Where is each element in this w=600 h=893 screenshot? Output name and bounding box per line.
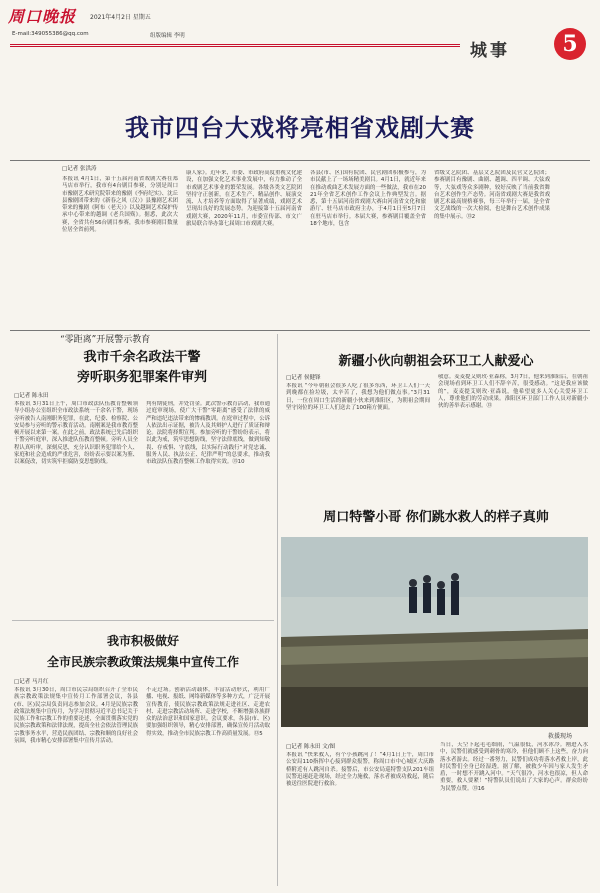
editor-credit: 组版编辑 李明	[150, 33, 185, 39]
lead-col-1: 本报讯 4月1日，第十五届河南省戏剧大赛在郑马店市举行，我市有4台剧目参赛，分别是周口市豫剧艺术研究院带来的豫剧《李府纪实》、沈丘县豫剧团带来的《新春之风（汉）》县豫剧艺术团带来的豫剧《阿布（老天）》以及越调艺术保护传承中心带来的越调《老兵国殇》。据悉，此次大赛，全省共有56台剧目参赛，我市参赛剧目数量位居全省前列。	[62, 176, 178, 234]
article3-col-2: 不走过场。创新活动载体，丰富活动形式，利用广播、电视、报纸、网络新媒体等多种方式，广泛开展宣传教育，使民族宗教政策法规走进社区、走进农村、走进宗教活动场所、走进学校，不断增强各族群众的法治意识和国家意识。会议要求，各县(市、区)要加强组织领导，精心安排部署，确保宣传月活动取得实效，推动全市民族宗教工作高质量发展。⑬5	[146, 687, 270, 737]
article2-col-1: 本报讯 3月31日上午，周口市政法队伍教育整顿领导小组办公室组织全市政法系统一千余名干警，现场旁听被告人南刚职务犯罪，在此，纪委、检察院、公安局参与旁听的警示教育活动。南刚案是我市教育整顿开展以来第一案。在此之前，政法系统已先后组织干警旁听庭审，深入推进队伍教育整顿。旁听人员全程认真听审，深刻反思，充分认识职务犯罪给个人、家庭和社会造成的严重危害，纷纷表示要以案为鉴、以案促改，切实筑牢拒腐防变思想防线。	[14, 401, 138, 466]
lead-col-3: 各县(市、区)国有院团、民营剧团积极参与，为市民献上了一场场精美剧目。4月1日，就近年来在推动戏曲艺术发展方面的一些做法，我市在2021年全省艺术创作工作会议上作典型发言。据悉，第十五届河南省戏剧大赛由河南省文化和旅游厅、驻马店市政府主办，于4月1日至5月7日在驻马店市举行。本届大赛，参赛剧目覆盖全省18个地市，包含	[310, 170, 426, 228]
article5-byline: □记者 陈永田 文/图	[286, 744, 336, 750]
masthead-rule	[10, 44, 460, 45]
article5-col-1: 本报讯 “快来救人，有个小孩跳河了！”4月1日上午，周口市公安局110指挥中心接到群众报警，称周口市中心城区大庆路桥附近有人跳河自杀。接警后，市公安局巡特警支队201车组民警迅速赶赴现场，经过全力施救，落水者被成功救起，随后被送往医院进行救治。	[286, 752, 434, 788]
article2-kicker: “零距离”开展警示教育	[60, 335, 151, 345]
article2-headline-1: 我市千余名政法干警	[83, 350, 201, 365]
article5-headline: 周口特警小哥 你们跳水救人的样子真帅	[323, 510, 549, 525]
article2-col-2: 判有期徒刑，并处罚金。此次警示教育活动，我市通过庭审现场，使广大干警“零距离”感受了法律的威严和违纪违法带来的惨痛教训。在庭审过程中，公诉人依法出示证据，被告人及其辩护人进行了质证和辩论。法院将择期宣判。参加旁听的干警纷纷表示，将以此为戒，筑牢思想防线，坚守法律底线，做到知敬畏、存戒惧、守底线，以实际行动践行“对党忠诚、服务人民、执法公正、纪律严明”的总要求，推动我市政法队伍教育整顿工作取得实效。⑬10	[146, 401, 270, 466]
article4-col-1: 本报讯 “今年朝祖会很多人吃了很多东西，环卫工人们一天到晚都在捡垃圾，太辛苦了，我想为他们做点事。”3月31日，一位在周口生活的新疆小伙来到淮阳区，为朝祖会期间坚守岗位的环卫工人们送去了100箱方便面。	[286, 383, 430, 411]
article3-headline-1: 我市积极做好	[106, 634, 179, 648]
article4-headline: 新疆小伙向朝祖会环卫工人献爱心	[338, 354, 534, 369]
contact-email: E-mail:349055386@qq.com	[12, 31, 89, 37]
article2-byline: □记者 陈永田	[14, 393, 49, 399]
lead-headline: 我市四台大戏将亮相省戏剧大赛	[125, 113, 475, 142]
article4-byline: □记者 侯健锋	[286, 375, 321, 381]
page-number-badge: 5	[554, 28, 586, 60]
article3-col-1: 本报讯 3月30日，周口市民宗局组织召开了全市民族宗教政策法规集中宣传月工作部署会议，各县(市、区)民宗局负责同志参加会议。4月是民族宗教政策法规集中宣传月，为学习贯彻习近平总书记关于民族工作和宗教工作的重要论述，全面贯彻落实党的民族宗教政策和法律法规，提高全社会依法管理民族宗教事务水平，营造民族团结、宗教和顺的良好社会氛围，我市精心安排部署集中宣传月活动。	[14, 687, 138, 745]
lead-col-2: 康人家》。近年来，市委、市政府高度重视文化建设，在加强文化艺术事业发展中，有力推动了全市戏剧艺术事业的繁荣发展。各级各类文艺院团坚持守正创新，在艺术生产、精品创作、展演交流、人才培养等方面取得了显著成绩，戏剧艺术呈现出良好的发展态势。为迎接第十五届河南省戏剧大赛，2020年11月，市委宣传部、市文广旅局联合举办第七届周口市戏剧大赛。	[186, 170, 302, 228]
issue-date: 2021年4月2日 星期五	[90, 14, 151, 21]
section-divider	[10, 330, 590, 331]
article3-headline-2: 全市民族宗教政策法规集中宣传工作	[46, 655, 239, 669]
lead-col-4: 省级文艺院团、基层文艺院团及民营文艺院团；参赛剧目有豫剧、曲剧、越调、四平调、大弦戏等，大弦戏等众多剧种，较好反映了当前我省舞台艺术创作生产态势。河南省戏剧大赛是我省戏剧艺术最高规格赛事，每三年举行一届，是全省文艺战线的一次大检阅，也是舞台艺术创作成果的集中展示。⑬2	[434, 170, 550, 220]
rescue-scene-illustration	[281, 537, 588, 727]
section-title: 城事	[470, 41, 510, 61]
masthead	[0, 0, 600, 62]
lead-byline: □记者 张洪涛	[62, 166, 97, 172]
column-divider	[277, 334, 278, 886]
article2-headline-2: 旁听职务犯罪案件审判	[76, 370, 207, 385]
newspaper-logo: 周口晚报	[8, 7, 77, 26]
photo-caption: 救援现场	[548, 733, 573, 740]
article2-divider	[12, 620, 274, 621]
masthead-rule-thin	[10, 46, 460, 47]
lead-divider	[10, 160, 590, 161]
rescue-photo	[281, 537, 588, 727]
article3-byline: □记者 马月红	[14, 679, 49, 685]
article5-col-2: 当日，天空下起毛毛细雨，气温很低，河水冰冷。刚进入水中，民警们就感受到刺骨的寒冷，但他们顾不上这些，奋力向落水者游去。经过一番努力，民警们成功将落水者救上岸，此时民警们全身已经湿透。据了解，被救少年因与家人发生矛盾，一时想不开跳入河中。“天气很冷，河水也很凉，但人命重要，救人要紧！”特警队员们说出了大家的心声。群众纷纷为民警点赞。⑬16	[440, 742, 588, 792]
article4-col-2: 敬意。麦麦提艾则玫·亚森称，3月7日，他来到淮阳后，在朝祖会现场看到环卫工人们不辞辛苦，很受感动。“这是我应该做的”，麦麦提艾则玫·亚森说，他希望更多人关心关爱环卫工人，尊重他们的劳动成果。淮阳区环卫部门工作人员对新疆小伙的善举表示感谢。⑬	[438, 374, 588, 410]
